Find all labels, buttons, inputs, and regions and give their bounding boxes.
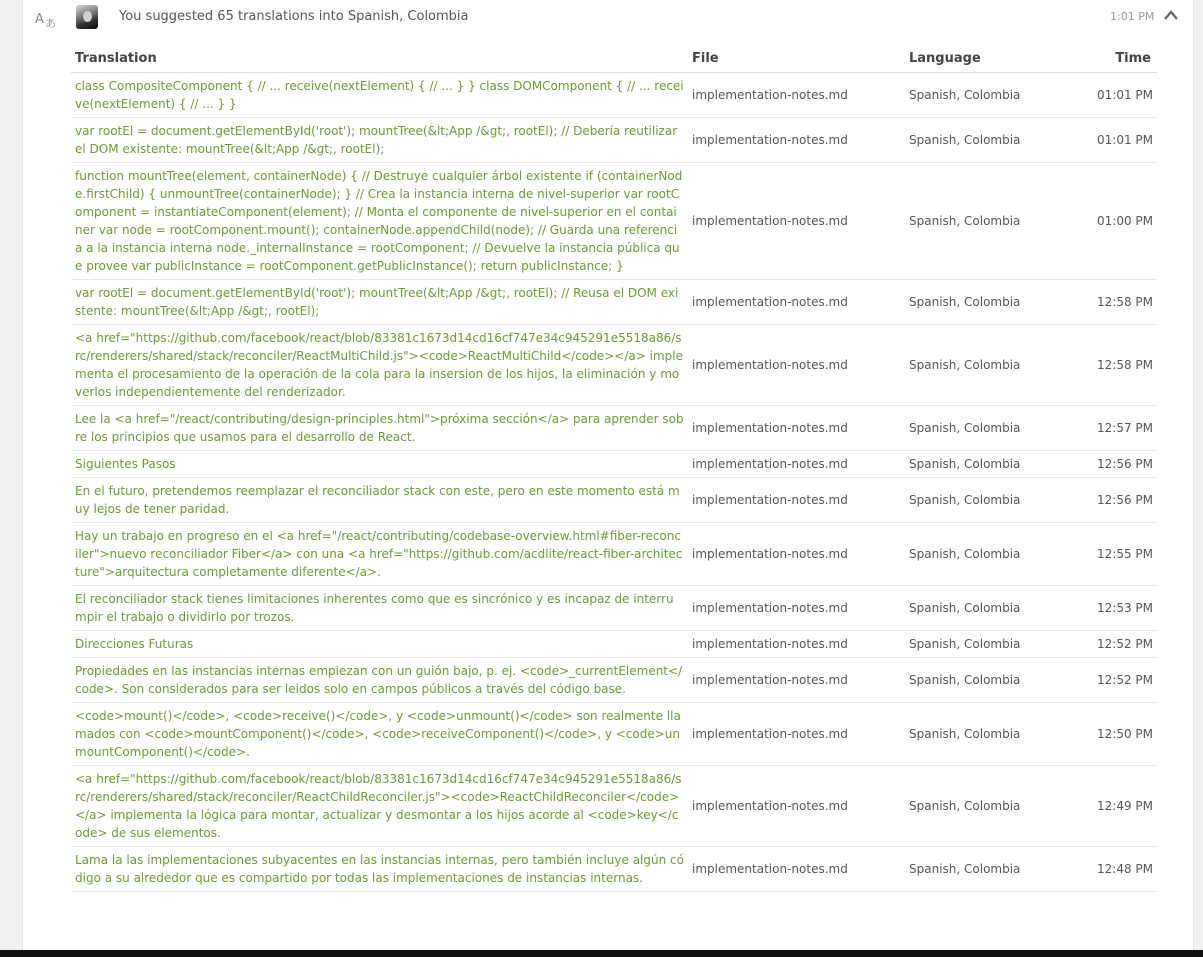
row-time: 01:01 PM <box>1077 118 1157 163</box>
row-time: 12:58 PM <box>1077 325 1157 406</box>
language-name: Spanish, Colombia <box>905 631 1077 658</box>
translation-text[interactable]: <a href="https://github.com/facebook/react/blob/83381c1673d14cd16cf747e34c945291e5518a86/src/renderers/shared/stack/reconciler/ReactChildReconciler.js"><code>ReactChildReconciler</code></a> implementa la lógica para montar, actualizar y desmontar a los hijos acorde al <code>key</code> de sus elementos. <box>71 766 688 847</box>
translation-text[interactable]: Direcciones Futuras <box>71 631 688 658</box>
file-name: implementation-notes.md <box>688 703 905 766</box>
svg-text:A: A <box>35 12 44 27</box>
row-time: 12:58 PM <box>1077 280 1157 325</box>
translation-text[interactable]: Lama la las implementaciones subyacentes en las instancias internas, pero también incluye algún código a su alrededor que es compartido por todas las implementaciones de instancias internas. <box>71 847 688 892</box>
translation-text[interactable]: <code>mount()</code>, <code>receive()</code>, y <code>unmount()</code> son realmente llamados con <code>mountComponent()</code>, <code>receiveComponent()</code>, y <code>unmountComponent()</code>. <box>71 703 688 766</box>
translation-text[interactable]: Siguientes Pasos <box>71 451 688 478</box>
language-name: Spanish, Colombia <box>905 280 1077 325</box>
table-row[interactable] <box>71 586 1157 631</box>
file-name: implementation-notes.md <box>688 586 905 631</box>
column-header-translation: Translation <box>71 46 688 73</box>
translation-text[interactable]: En el futuro, pretendemos reemplazar el reconciliador stack con este, pero en este momento está muy lejos de tener paridad. <box>71 478 688 523</box>
translation-text[interactable]: Propiedades en las instancias internas empiezan con un guión bajo, p. ej. <code>_currentElement</code>. Son considerados para ser leidos solo en campos públicos a través del código base. <box>71 658 688 703</box>
table-row[interactable] <box>71 766 1157 847</box>
file-name: implementation-notes.md <box>688 406 905 451</box>
table-row[interactable] <box>71 847 1157 892</box>
language-name: Spanish, Colombia <box>905 118 1077 163</box>
language-name: Spanish, Colombia <box>905 586 1077 631</box>
row-time: 12:55 PM <box>1077 523 1157 586</box>
table-row[interactable] <box>71 280 1157 325</box>
file-name: implementation-notes.md <box>688 478 905 523</box>
row-time: 01:01 PM <box>1077 73 1157 118</box>
row-time: 12:56 PM <box>1077 451 1157 478</box>
file-name: implementation-notes.md <box>688 451 905 478</box>
column-header-file: File <box>688 46 905 73</box>
activity-time: 1:01 PM <box>1110 10 1155 23</box>
translation-text[interactable]: Lee la <a href="/react/contributing/design-principles.html">próxima sección</a> para aprender sobre los principios que usamos para el desarrollo de React. <box>71 406 688 451</box>
translation-text[interactable]: var rootEl = document.getElementById('root'); mountTree(&lt;App /&gt;, rootEl); // Reusa el DOM existente: mountTree(&lt;App /&gt;, rootEl); <box>71 280 688 325</box>
row-time: 12:52 PM <box>1077 658 1157 703</box>
table-row[interactable] <box>71 118 1157 163</box>
row-time: 12:49 PM <box>1077 766 1157 847</box>
row-time: 12:56 PM <box>1077 478 1157 523</box>
translation-text[interactable]: Hay un trabajo en progreso en el <a href="/react/contributing/codebase-overview.html#fiber-reconciler">nuevo reconciliador Fiber</a> con una <a href="https://github.com/acdlite/react-fiber-architecture">arquitectura completamente diferente</a>. <box>71 523 688 586</box>
file-name: implementation-notes.md <box>688 280 905 325</box>
translation-text[interactable]: class CompositeComponent { // ... receive(nextElement) { // ... } } class DOMComponent { // ... receive(nextElement) { // ... } } <box>71 73 688 118</box>
table-row[interactable] <box>71 406 1157 451</box>
file-name: implementation-notes.md <box>688 73 905 118</box>
language-name: Spanish, Colombia <box>905 406 1077 451</box>
svg-text:あ: あ <box>45 17 56 29</box>
language-name: Spanish, Colombia <box>905 478 1077 523</box>
file-name: implementation-notes.md <box>688 325 905 406</box>
language-name: Spanish, Colombia <box>905 451 1077 478</box>
table-row[interactable] <box>71 163 1157 280</box>
table-row[interactable] <box>71 703 1157 766</box>
row-time: 12:57 PM <box>1077 406 1157 451</box>
translation-text[interactable]: var rootEl = document.getElementById('root'); mountTree(&lt;App /&gt;, rootEl); // Debería reutilizar el DOM existente: mountTree(&lt;App /&gt;, rootEl); <box>71 118 688 163</box>
language-name: Spanish, Colombia <box>905 658 1077 703</box>
chevron-up-icon[interactable] <box>1163 9 1179 21</box>
file-name: implementation-notes.md <box>688 766 905 847</box>
table-header-row <box>71 46 1157 73</box>
language-name: Spanish, Colombia <box>905 163 1077 280</box>
file-name: implementation-notes.md <box>688 658 905 703</box>
translate-icon <box>35 9 57 29</box>
file-name: implementation-notes.md <box>688 523 905 586</box>
table-row[interactable] <box>71 451 1157 478</box>
table-row[interactable] <box>71 523 1157 586</box>
table-row[interactable] <box>71 478 1157 523</box>
column-header-language: Language <box>905 46 1077 73</box>
table-row[interactable] <box>71 658 1157 703</box>
activity-header <box>23 0 1193 36</box>
file-name: implementation-notes.md <box>688 163 905 280</box>
language-name: Spanish, Colombia <box>905 847 1077 892</box>
language-name: Spanish, Colombia <box>905 703 1077 766</box>
table-row[interactable] <box>71 325 1157 406</box>
table-row[interactable] <box>71 73 1157 118</box>
row-time: 12:50 PM <box>1077 703 1157 766</box>
avatar[interactable] <box>76 5 98 29</box>
row-time: 01:00 PM <box>1077 163 1157 280</box>
column-header-time: Time <box>1077 46 1157 73</box>
translation-text[interactable]: El reconciliador stack tienes limitaciones inherentes como que es sincrónico y es incapaz de interrumpir el trabajo o dividirlo por trozos. <box>71 586 688 631</box>
table-row[interactable] <box>71 631 1157 658</box>
translations-table <box>71 46 1157 892</box>
file-name: implementation-notes.md <box>688 118 905 163</box>
activity-summary: You suggested 65 translations into Spanish, Colombia <box>119 9 469 24</box>
translation-text[interactable]: <a href="https://github.com/facebook/react/blob/83381c1673d14cd16cf747e34c945291e5518a86/src/renderers/shared/stack/reconciler/ReactMultiChild.js"><code>ReactMultiChild</code></a> implementa el procesamiento de la operación de la cola para la insersion de los hijos, la eliminación y moverlos independientemente del renderizador. <box>71 325 688 406</box>
row-time: 12:52 PM <box>1077 631 1157 658</box>
row-time: 12:48 PM <box>1077 847 1157 892</box>
window-bottom-edge <box>0 950 1203 957</box>
activity-card <box>22 0 1194 957</box>
translation-text[interactable]: function mountTree(element, containerNode) { // Destruye cualquier árbol existente if (containerNode.firstChild) { unmountTree(containerNode); } // Crea la instancia interna de nivel-superior var rootComponent = instantiateComponent(element); // Monta el componente de nivel-superior en el container var node = rootComponent.mount(); containerNode.appendChild(node); // Guarda una referencia a la instancia interna node._internalInstance = rootComponent; // Devuelve la instancia pública que provee var publicInstance = rootComponent.getPublicInstance(); return publicInstance; } <box>71 163 688 280</box>
row-time: 12:53 PM <box>1077 586 1157 631</box>
language-name: Spanish, Colombia <box>905 766 1077 847</box>
language-name: Spanish, Colombia <box>905 73 1077 118</box>
language-name: Spanish, Colombia <box>905 523 1077 586</box>
file-name: implementation-notes.md <box>688 847 905 892</box>
file-name: implementation-notes.md <box>688 631 905 658</box>
language-name: Spanish, Colombia <box>905 325 1077 406</box>
